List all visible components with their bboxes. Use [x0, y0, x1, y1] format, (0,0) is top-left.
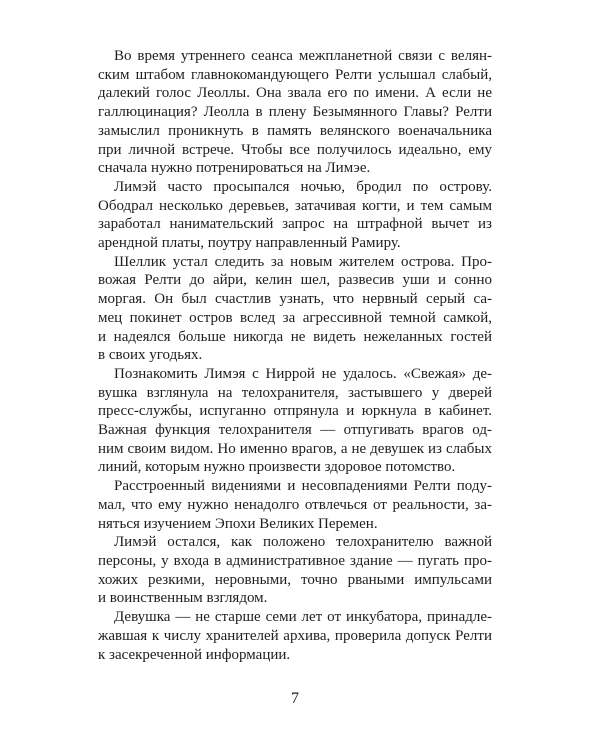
- text-line: заработал нанимательский запрос на штрафной вычет из: [98, 216, 492, 233]
- text-line: Ободрал несколько деревьев, затачивая когти, и тем самым: [98, 197, 492, 214]
- text-line: персоны, у входа в административное здание — пугать про-: [98, 552, 492, 569]
- text-line: Лимэй остался, как положено телохранителю важной: [114, 534, 492, 551]
- text-line: вожая Релти до айри, келин шел, развесив уши и сонно: [98, 272, 492, 289]
- text-line: при личной встрече. Чтобы все получилось идеально, ему: [98, 141, 492, 158]
- text-line: Познакомить Лимэя с Ниррой не удалось. «Свежая» де-: [114, 365, 492, 382]
- text-line: замыслил проникнуть в память велянского военачальника: [98, 122, 492, 139]
- text-line: Расстроенный видениями и несовпадениями Релти поду-: [114, 478, 492, 495]
- text-line: няться изучением Эпохи Великих Перемен.: [98, 515, 378, 532]
- text-line: ским штабом главнокомандующего Релти услышал слабый,: [98, 66, 492, 83]
- text-line: Важная функция телохранителя — отпугивать врагов од-: [98, 422, 492, 439]
- paragraph: [98, 365, 492, 477]
- text-line: Во время утреннего сеанса межпланетной связи с велян-: [114, 48, 492, 64]
- text-line: вушка взглянула на телохранителя, застывшего у дверей: [98, 384, 492, 401]
- paragraph: [98, 533, 492, 608]
- text-line: Девушка — не старше семи лет от инкубатора, принадле-: [114, 609, 492, 626]
- text-line: в своих угодьях.: [98, 347, 203, 364]
- paragraph: [98, 253, 492, 365]
- text-line: и воинственным взглядом.: [98, 590, 268, 607]
- text-line: Шеллик устал следить за новым жителем острова. Про-: [114, 253, 492, 270]
- text-line: моргая. Он был счастлив узнать, что нервный серый са-: [98, 291, 492, 308]
- text-line: арендной платы, поутру направленный Рамиру.: [98, 235, 401, 252]
- text-line: пресс-службы, испуганно отпрянула и юркнула в кабинет.: [98, 403, 492, 420]
- text-line: Лимэй часто просыпался ночью, бродил по острову.: [114, 178, 492, 195]
- text-line: к засекреченной информации.: [98, 646, 291, 663]
- paragraph: [98, 178, 492, 253]
- page-text-block: [98, 47, 492, 664]
- text-line: ним своим видом. Но именно врагов, а не девушек из слабых: [98, 440, 492, 457]
- text-line: жавшая к числу хранителей архива, проверила допуск Релти: [98, 627, 492, 644]
- page-number: 7: [291, 690, 299, 707]
- paragraph: [98, 477, 492, 533]
- text-line: мец покинет остров вслед за агрессивной темной самкой,: [98, 309, 492, 326]
- text-line: сначала нужно потренироваться на Лимэе.: [98, 160, 371, 177]
- paragraph: [98, 608, 492, 664]
- text-line: линий, которым нужно произвести здоровое потомство.: [98, 459, 456, 476]
- text-line: и надеялся больше никогда не видеть нежеланных гостей: [98, 328, 492, 345]
- text-line: хожих резкими, неровными, точно рваными импульсами: [98, 571, 492, 588]
- text-line: мал, что ему нужно ненадолго отвлечься от реальности, за-: [98, 496, 492, 513]
- text-line: далекий голос Леоллы. Она звала его по имени. А если не: [98, 85, 492, 102]
- paragraph: [98, 47, 492, 178]
- text-line: галлюцинация? Леолла в плену Безымянного Главы? Релти: [98, 104, 492, 121]
